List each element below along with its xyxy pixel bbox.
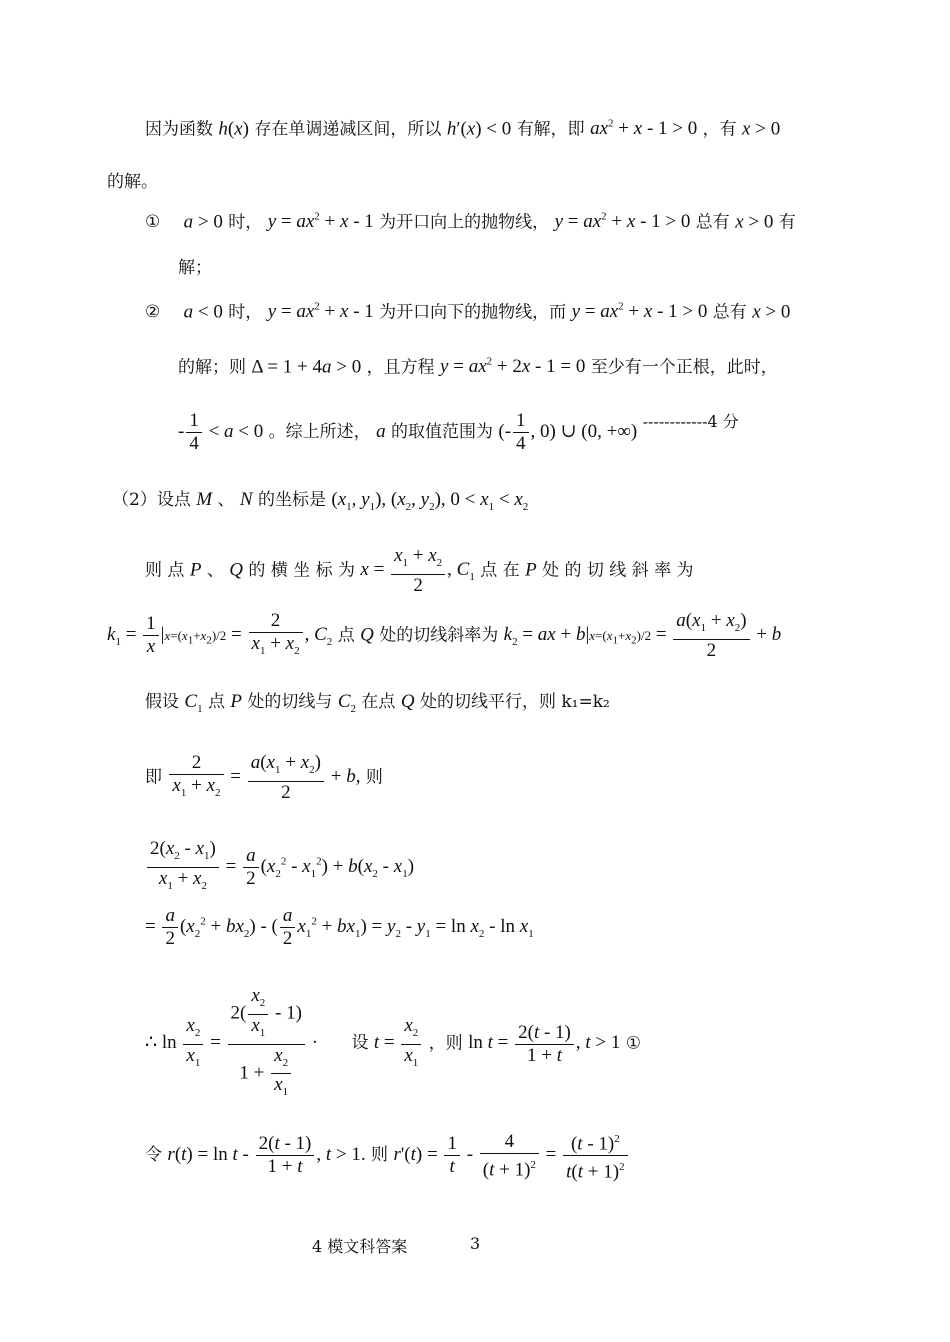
text: 的坐标是 <box>257 490 326 510</box>
case-mark: ② <box>145 302 161 323</box>
part-2-setup <box>112 488 528 519</box>
formula: $\frac{2(x_2 - x_1)}{x_1 + x_2}$ = $\frac{a}{2}$ $(x_2^2 - x_1^2) + b(x_2 - x_1)$ <box>145 856 414 877</box>
part-2-line-3 <box>145 545 694 597</box>
text: 至少有一个正根，此时， <box>590 357 778 378</box>
formula: M <box>196 489 213 510</box>
line-1 <box>145 112 780 141</box>
case-2-cont <box>178 350 778 379</box>
formula: ($x_1$, $y_1$), ($x_2$, $y_2$), $0 < x_1 < x_2$ <box>331 489 529 513</box>
formula: - $\frac{1}{4}$ < a < 0 <box>178 410 264 454</box>
formula: x > 0 <box>735 211 774 233</box>
case-1-cont <box>178 256 212 280</box>
text: 点 <box>208 692 225 712</box>
text: 的解。 <box>107 172 158 192</box>
text: 点 <box>337 625 355 646</box>
formula: = $\frac{a}{2}$ $(x_2^2 + bx_2)$ - ( $\frac{a}{2}$ $x_1^2 + bx_1) = y_2 - y_1 = \ln x_2 - \ln x_1$ <box>145 905 534 949</box>
formula: $y = ax^2 + x - 1 > 0$ <box>554 211 691 233</box>
part-2-line-10 <box>145 1128 630 1184</box>
formula: (- $\frac{1}{4}$ , 0) ∪ (0, +∞) <box>498 410 638 454</box>
line-2 <box>107 170 158 194</box>
text: 时， <box>228 302 263 323</box>
formula: Q <box>360 624 374 646</box>
case-1 <box>145 205 796 234</box>
part-2-line-9 <box>145 985 641 1100</box>
text: 处的切线与 <box>247 692 333 712</box>
text: 为开口向下的抛物线，而 <box>379 302 567 323</box>
case-mark: ① <box>145 212 161 233</box>
formula: t = $\frac{x_2}{x_1}$ <box>374 1032 423 1053</box>
formula: $ax^2 + x - 1 > 0$ <box>590 118 698 140</box>
case-2-range <box>178 410 739 470</box>
score-mark: ------------4 分 <box>642 412 739 431</box>
text: 的取值范围为 <box>390 421 493 442</box>
text: 处 的 切 线 斜 率 为 <box>542 560 694 581</box>
part-2-line-5 <box>145 690 610 721</box>
formula: $C_2$ <box>337 691 357 715</box>
text: 令 <box>145 1145 162 1166</box>
circled-mark: ① <box>625 1033 642 1054</box>
text: 处的切线平行，则 k₁=k₂ <box>419 692 610 712</box>
formula: r'(t) = $\frac{1}{t}$ - $\frac{4}{(t + 1)^2}$ = $\frac{(t - 1)^2}{t(t + 1)^2}$ <box>393 1144 629 1165</box>
formula: r(t) = ln t - $\frac{2(t - 1)}{1 + t}$ , t > 1. <box>167 1133 366 1178</box>
text: 点 在 <box>480 560 520 581</box>
formula: a < 0 <box>183 301 223 323</box>
formula: x = $\frac{x_1 + x_2}{2}$ , $C_1$ <box>360 545 475 596</box>
text: 总有 <box>712 302 747 323</box>
formula: Δ = 1 + 4a > 0 <box>251 356 362 378</box>
text: （2）设点 <box>112 490 191 510</box>
part-2-line-7 <box>145 838 414 894</box>
text: 处的切线斜率为 <box>379 625 499 646</box>
formula: ln t = $\frac{2(t - 1)}{1 + t}$ , t > 1 <box>468 1021 621 1066</box>
formula: P <box>189 559 202 581</box>
text: 的解；则 <box>178 357 246 378</box>
text: 为开口向上的抛物线， <box>379 212 550 233</box>
text: 有解，即 <box>516 119 585 140</box>
text: 时， <box>228 212 263 233</box>
formula: ∴ ln $\frac{x_2}{x_1}$ = 2( $\frac{x_2}{x_1}$ - 1) 1 + $\frac{x_2}{x_1}$ · <box>145 985 319 1099</box>
formula: $k_1$ = $\frac{1}{x}$ $|x=(x_1+x_2)/2$ = $\frac{2}{x_1 + x_2}$ , $C_2$ <box>107 610 333 658</box>
formula: $y = ax^2 + x - 1 > 0$ <box>571 301 708 323</box>
formula: $y = ax^2 + 2x - 1 = 0$ <box>440 356 586 378</box>
text: ，则 <box>428 1033 463 1054</box>
text: 因为函数 <box>145 119 213 140</box>
text: 在点 <box>361 692 396 712</box>
text: 有 <box>778 212 796 233</box>
formula: x > 0 <box>742 118 781 140</box>
text: 、 <box>206 560 224 581</box>
text: 则 点 <box>145 560 185 581</box>
text: 解； <box>178 258 212 278</box>
formula: h′(x) < 0 <box>446 118 512 140</box>
formula: x > 0 <box>752 301 791 323</box>
text: 则 <box>365 767 383 788</box>
text: 存在单调递减区间，所以 <box>254 119 442 140</box>
text: 、 <box>217 490 235 510</box>
text: 则 <box>371 1145 389 1166</box>
formula: $y = ax^2 + x - 1$ <box>267 211 374 233</box>
part-2-line-8 <box>145 905 534 961</box>
formula: $C_1$ <box>184 691 203 715</box>
text: 设 <box>351 1033 369 1054</box>
part-2-line-6 <box>145 752 383 808</box>
text: 即 <box>145 767 162 788</box>
formula: Q <box>229 559 243 581</box>
text: 总有 <box>695 212 730 233</box>
text: ，有 <box>702 119 737 140</box>
formula: a > 0 <box>183 211 223 233</box>
footer-title: 4 模文科答案 <box>312 1237 408 1256</box>
text: ，且方程 <box>366 357 435 378</box>
text: 假设 <box>145 692 179 712</box>
formula: N <box>239 489 253 510</box>
formula: P <box>525 559 537 581</box>
formula: Q <box>400 691 415 712</box>
page-number: 3 <box>470 1234 481 1253</box>
formula: $y = ax^2 + x - 1$ <box>267 301 374 323</box>
text: 。综上所述， <box>268 421 371 442</box>
text: 的 横 坐 标 为 <box>248 560 355 581</box>
case-2 <box>145 295 790 324</box>
formula: h(x) <box>218 118 249 140</box>
formula: $\frac{2}{x_1 + x_2}$ = $\frac{a(x_1 + x_2)}{2}$ + b, <box>167 766 360 787</box>
formula: a <box>376 420 386 442</box>
formula: P <box>230 691 243 712</box>
part-2-line-4 <box>107 610 781 668</box>
formula: $k_2$ = ax + $b|x=(x_1+x_2)/2$ = $\frac{a(x_1 + x_2)}{2}$ + b <box>503 610 782 661</box>
